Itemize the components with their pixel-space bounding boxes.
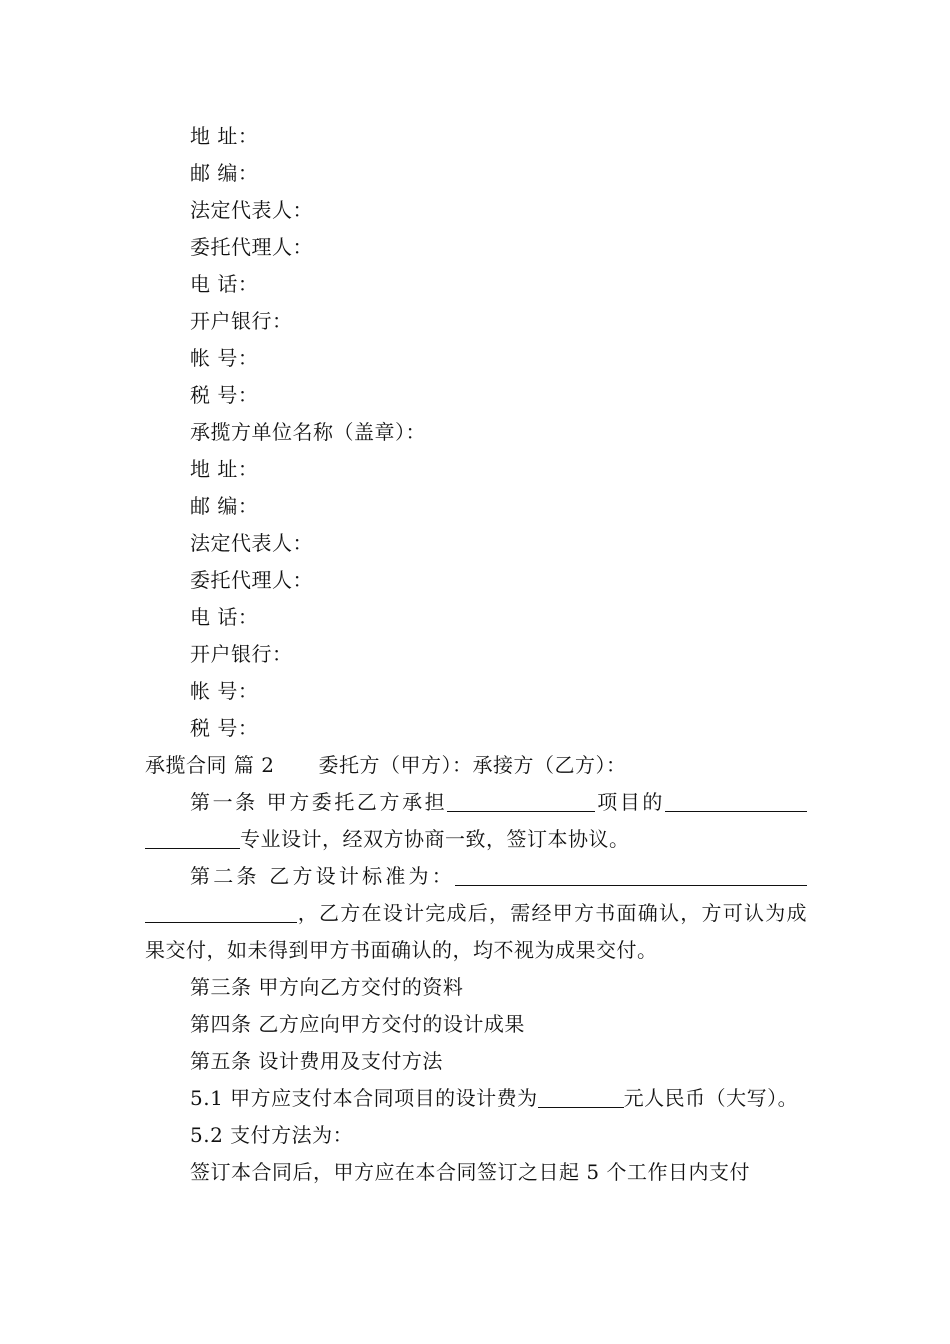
client-legal-rep-label: 法定代表人： xyxy=(190,198,313,222)
clause-5-1 xyxy=(145,1080,807,1117)
article-2-text-b: ，乙方在设计完成后，需经甲方书面确认，方可认为成果交付，如未得到甲方书面确认的，均不视为成果交付。 xyxy=(145,901,807,962)
payment-text: 签订本合同后，甲方应在本合同签订之日起 5 个工作日内支付 xyxy=(190,1160,750,1184)
article-1-text-b: 项目的 xyxy=(595,790,666,814)
clause-5-1-text-b: 元人民币（大写）。 xyxy=(623,1086,799,1110)
section-2-heading xyxy=(145,747,807,784)
contractor-postcode-label: 邮 编： xyxy=(190,494,259,518)
article-3: 第三条 甲方向乙方交付的资料 xyxy=(190,975,464,999)
blank-design-standard-1 xyxy=(455,861,807,886)
client-account-label: 帐 号： xyxy=(190,346,259,370)
clause-5-1-text-a: 5.1 甲方应支付本合同项目的设计费为 xyxy=(190,1086,538,1110)
contractor-legal-rep-label: 法定代表人： xyxy=(190,531,313,555)
blank-design-standard-2 xyxy=(145,898,297,923)
client-postcode-label: 邮 编： xyxy=(190,161,259,185)
clause-5-2: 5.2 支付方法为： xyxy=(190,1123,354,1147)
contractor-bank-label: 开户银行： xyxy=(190,642,293,666)
client-address-label: 地 址： xyxy=(190,124,259,148)
contractor-account-label: 帐 号： xyxy=(190,679,259,703)
client-agent-label: 委托代理人： xyxy=(190,235,313,259)
client-phone-label: 电 话： xyxy=(190,272,259,296)
contractor-heading: 承揽方单位名称（盖章）： xyxy=(190,420,426,444)
contractor-agent-label: 委托代理人： xyxy=(190,568,313,592)
contractor-phone-label: 电 话： xyxy=(190,605,259,629)
article-1 xyxy=(145,784,807,858)
article-2 xyxy=(145,858,807,969)
client-bank-label: 开户银行： xyxy=(190,309,293,333)
section-2-title: 承揽合同 篇 2 xyxy=(145,753,275,777)
client-tax-label: 税 号： xyxy=(190,383,259,407)
contractor-tax-label: 税 号： xyxy=(190,716,259,740)
blank-project-detail-1 xyxy=(665,787,807,812)
blank-project-detail-2 xyxy=(145,824,240,849)
article-1-text-a: 第一条 甲方委托乙方承担 xyxy=(190,790,448,814)
section-2-parties: 委托方（甲方）：承接方（乙方）： xyxy=(318,753,627,777)
article-1-text-c: 专业设计，经双方协商一致，签订本协议。 xyxy=(240,827,630,851)
document-body xyxy=(145,118,807,1191)
blank-design-fee xyxy=(538,1083,624,1108)
blank-project-name xyxy=(447,787,595,812)
article-4: 第四条 乙方应向甲方交付的设计成果 xyxy=(190,1012,525,1036)
article-2-text-a: 第二条 乙方设计标准为： xyxy=(190,864,455,888)
article-5: 第五条 设计费用及支付方法 xyxy=(190,1049,443,1073)
contractor-address-label: 地 址： xyxy=(190,457,259,481)
